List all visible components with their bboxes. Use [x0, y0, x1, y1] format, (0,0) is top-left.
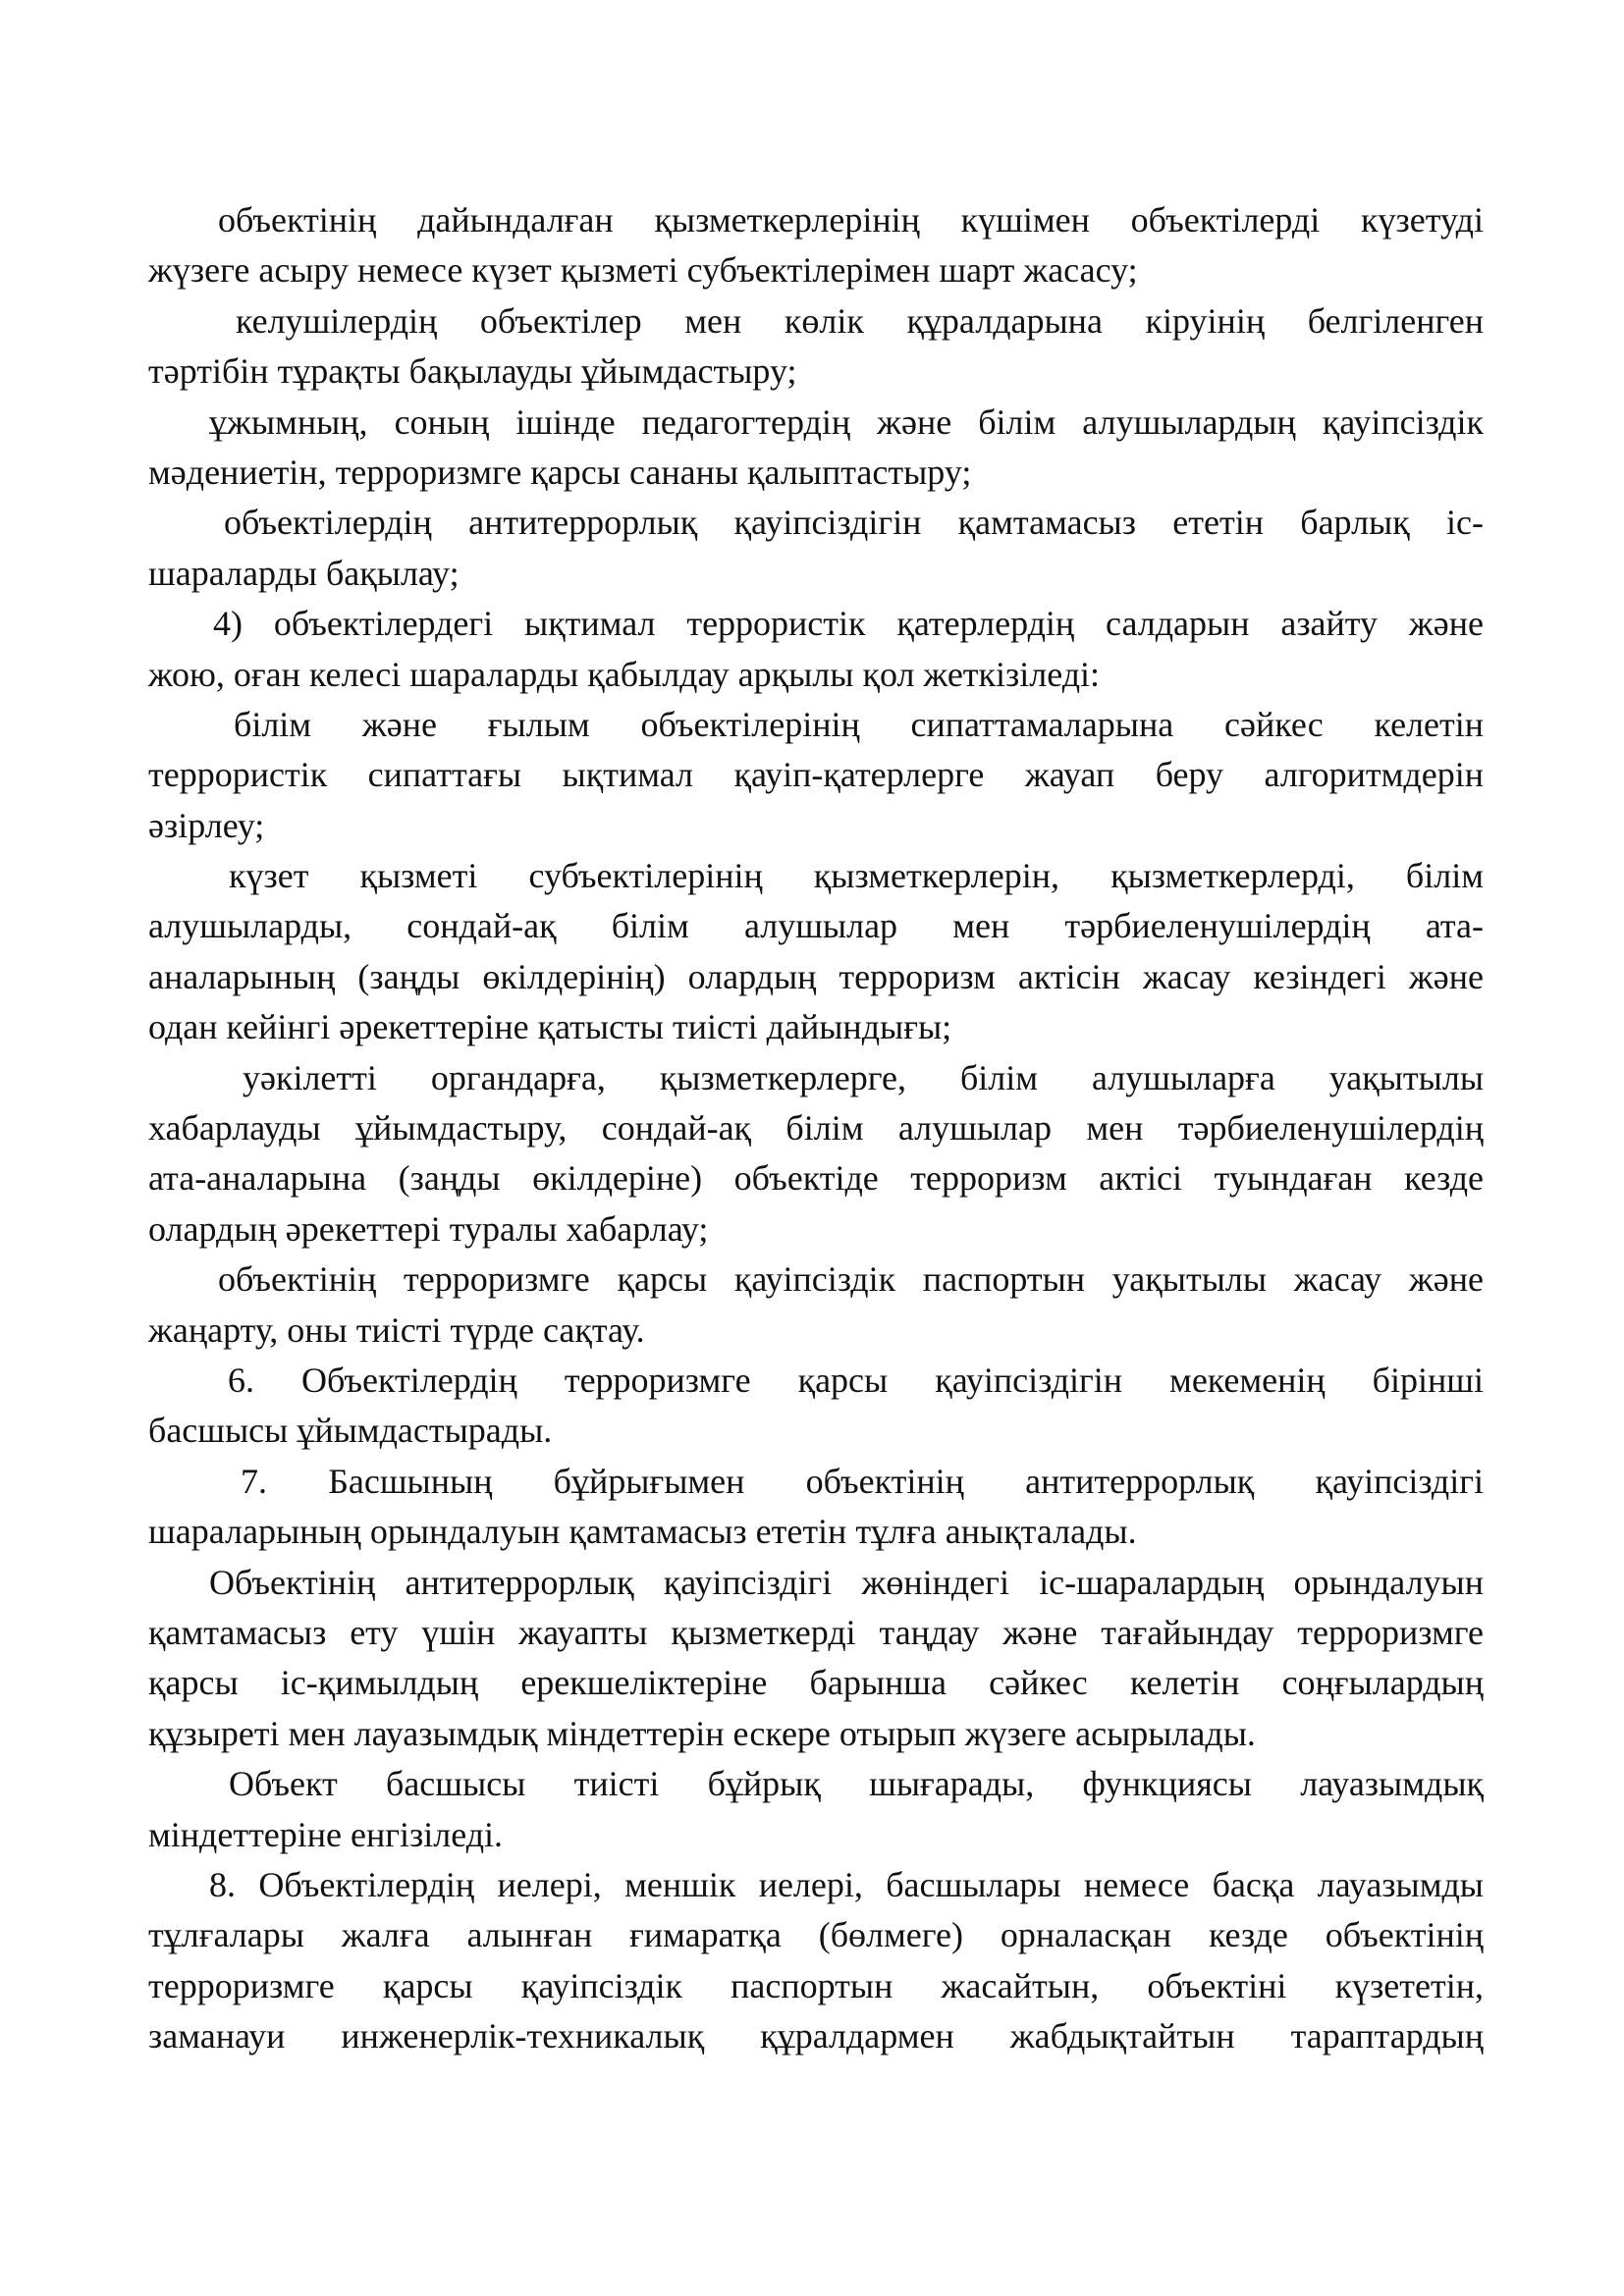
paragraph-item-6 — [148, 1356, 1484, 1457]
paragraph-access-control — [148, 296, 1484, 398]
paragraph-responsible-selection — [148, 1558, 1484, 1760]
text-line: хабарлауды ұйымдастыру, сондай-ақ білім алушылар мен тәрбиеленушілердің — [148, 1108, 1484, 1148]
text-line: ұжымның, соның ішінде педагогтердің және білім алушылардың қауіпсіздік — [209, 401, 1484, 442]
paragraph-response-algorithms — [148, 700, 1484, 851]
text-line: объектінің дайындалған қызметкерлерінің күшімен объектілерді күзетуді — [218, 200, 1484, 240]
text-line: жаңарту, оны тиісті түрде сақтау. — [148, 1309, 645, 1350]
paragraph-safety-culture — [148, 398, 1484, 499]
text-line: тұлғалары жалға алынған ғимаратқа (бөлмеге) орналасқан кезде объектінің — [148, 1915, 1484, 1955]
text-line: 4) объектілердегі ықтимал террористік қатерлердің салдарын азайту және — [213, 604, 1484, 644]
paragraph-item-7 — [148, 1457, 1484, 1558]
paragraph-order-issued — [148, 1759, 1484, 1860]
text-line: күзет қызметі субъектілерінің қызметкерлерін, қызметкерлерді, білім — [229, 856, 1484, 896]
document-page — [148, 195, 1484, 2061]
text-line: келушілердің объектілер мен көлік құралдарына кіруінің белгіленген — [236, 300, 1484, 341]
text-line: 6. Объектілердің терроризмге қарсы қауіпсіздігін мекеменің бірінші — [228, 1360, 1484, 1400]
text-line: одан кейінгі әрекеттеріне қатысты тиісті дайындығы; — [148, 1007, 952, 1047]
text-line: 7. Басшының бұйрығымен объектінің антитеррорлық қауіпсіздігі — [241, 1461, 1484, 1501]
paragraph-guard-arrangement — [148, 195, 1484, 296]
text-line: әзірлеу; — [148, 805, 265, 845]
paragraph-item-8 — [148, 1860, 1484, 2062]
text-line: қамтамасыз ету үшін жауапты қызметкерді таңдау және тағайындау терроризмге — [148, 1612, 1484, 1652]
paragraph-measures-control — [148, 498, 1484, 599]
text-line: 8. Объектілердің иелері, меншік иелері, басшылары немесе басқа лауазымды — [209, 1864, 1484, 1904]
paragraph-security-passport — [148, 1255, 1484, 1356]
paragraph-preparedness — [148, 851, 1484, 1053]
text-line: терроризмге қарсы қауіпсіздік паспортын жасайтын, объектіні күзететін, — [148, 1965, 1484, 2005]
paragraph-notification — [148, 1053, 1484, 1255]
text-line: алушыларды, сондай-ақ білім алушылар мен тәрбиеленушілердің ата- — [148, 906, 1484, 946]
text-line: объектінің терроризмге қарсы қауіпсіздік паспортын уақытылы жасау және — [218, 1259, 1484, 1300]
text-line: мәдениетін, терроризмге қарсы сананы қалыптастыру; — [148, 452, 972, 492]
text-line: жою, оған келесі шараларды қабылдау арқылы қол жеткізіледі: — [148, 654, 1101, 694]
text-line: қарсы іс-қимылдың ерекшеліктеріне барынша сәйкес келетін соңғылардың — [148, 1663, 1484, 1703]
text-line: Объект басшысы тиісті бұйрық шығарады, функциясы лауазымдық — [229, 1764, 1484, 1804]
text-line: шараларды бақылау; — [148, 553, 460, 593]
text-line: жүзеге асыру немесе күзет қызметі субъектілерімен шарт жасасу; — [148, 250, 1138, 291]
text-line: уәкілетті органдарға, қызметкерлерге, білім алушыларға уақытылы — [243, 1057, 1484, 1097]
text-line: құзыреті мен лауазымдық міндеттерін ескере отырып жүзеге асырылады. — [148, 1713, 1256, 1753]
paragraph-item-4 — [148, 599, 1484, 700]
text-line: басшысы ұйымдастырады. — [148, 1411, 553, 1451]
text-line: Объектінің антитеррорлық қауіпсіздігі жөніндегі іс-шаралардың орындалуын — [209, 1562, 1484, 1602]
text-line: шараларының орындалуын қамтамасыз ететін тұлға анықталады. — [148, 1512, 1137, 1552]
text-line: ата-аналарына (заңды өкілдеріне) объектіде терроризм актісі туындаған кезде — [148, 1158, 1484, 1199]
text-line: террористік сипаттағы ықтимал қауіп-қатерлерге жауап беру алгоритмдерін — [148, 755, 1484, 795]
text-line: міндеттеріне енгізіледі. — [148, 1814, 504, 1854]
text-line: объектілердің антитеррорлық қауіпсіздігін қамтамасыз ететін барлық іс- — [224, 503, 1484, 543]
text-line: аналарының (заңды өкілдерінің) олардың терроризм актісін жасау кезіндегі және — [148, 956, 1484, 996]
text-line: заманауи инженерлік-техникалық құралдармен жабдықтайтын тараптардың — [148, 2016, 1484, 2056]
text-line: олардың әрекеттері туралы хабарлау; — [148, 1208, 709, 1249]
text-line: тәртібін тұрақты бақылауды ұйымдастыру; — [148, 351, 797, 392]
text-line: білім және ғылым объектілерінің сипаттамаларына сәйкес келетін — [234, 704, 1484, 744]
